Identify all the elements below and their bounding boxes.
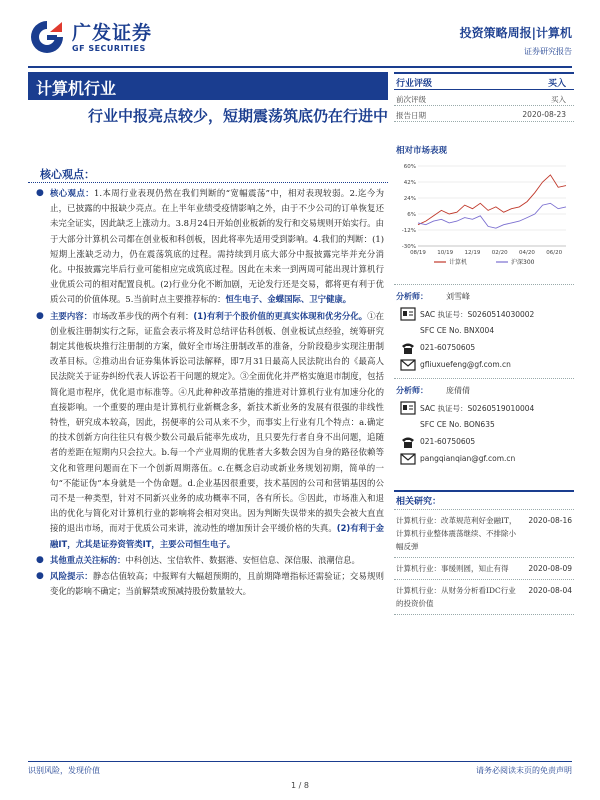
id-card-icon <box>400 401 416 415</box>
paragraph-highlight-2: (2)有利于金融IT，尤其是证券资管类IT，主要公司恒生电子。 <box>50 523 385 549</box>
analyst-sfc-row <box>394 417 574 434</box>
y-tick-label: -30% <box>401 244 416 250</box>
analyst-sfc: SFC CE No. BNX004 <box>420 326 495 335</box>
x-tick-label: 02/20 <box>491 250 508 256</box>
rating-header <box>394 72 574 90</box>
footer-divider <box>28 761 572 762</box>
paragraph-highlight: 恒生电子、金蝶国际、卫宁健康。 <box>225 294 352 305</box>
core-views-divider <box>28 182 388 183</box>
y-tick-label: 60% <box>403 164 416 170</box>
paragraph-highlight: (1)有利于个股价值的更真实体现和优劣分化。 <box>193 310 368 321</box>
analyst-sac-row <box>394 400 574 417</box>
paragraph-text: 市场改革步伐的两个有利： <box>92 310 194 321</box>
email-icon <box>400 358 416 372</box>
x-tick-label: 04/20 <box>518 250 535 256</box>
paragraph-lead: 核心观点： <box>50 188 95 198</box>
gf-logo-icon <box>28 18 66 56</box>
related-research-title: 相关研究： <box>394 490 574 510</box>
analyst-1 <box>394 284 574 374</box>
previous-rating-value: 买入 <box>551 95 566 104</box>
paragraph-core <box>36 186 384 308</box>
paragraph-other-stocks <box>36 553 384 568</box>
analyst-phone: 021-60750605 <box>420 437 476 446</box>
x-tick-label: 08/19 <box>410 250 426 256</box>
analyst-name: 刘雪峰 <box>446 292 470 301</box>
bullet-icon: ● <box>36 554 44 565</box>
analyst-email[interactable]: pangqianqian@gf.com.cn <box>420 454 516 463</box>
report-headline: 行业中报亮点较少，短期震荡筑底仍在行进中 <box>87 107 388 125</box>
x-tick-label: 10/19 <box>437 250 454 256</box>
y-tick-label: 6% <box>407 212 416 218</box>
y-tick-label: -12% <box>401 228 416 234</box>
related-item-date: 2020-08-16 <box>528 516 572 525</box>
analyst-2 <box>394 378 574 468</box>
analyst-phone: 021-60750605 <box>420 343 476 352</box>
phone-icon <box>400 341 416 355</box>
analyst-name: 庞倩倩 <box>446 386 470 395</box>
chart-svg <box>394 160 574 272</box>
series-line-1 <box>418 203 566 228</box>
industry-banner <box>28 72 388 100</box>
analyst-phone-row <box>394 340 574 357</box>
related-item-text[interactable]: 计算机行业：改革规范利好金融IT，计算机行业整体震荡继续、不排除小幅反弹 <box>396 516 517 551</box>
phone-icon <box>400 435 416 449</box>
paragraph-lead: 其他重点关注标的： <box>50 554 126 565</box>
analyst-email[interactable]: gfliuxuefeng@gf.com.cn <box>420 360 511 369</box>
related-item[interactable] <box>394 510 574 558</box>
logo-english-name: GF SECURITIES <box>72 44 146 53</box>
paragraph-text: 静态估值较高；中报辉有大幅超预期的，且前期降增指标还需验证；交易规则变化的影响不确定；当前解禁或预减持股份数量较大。 <box>50 571 385 597</box>
gf-logo <box>28 18 198 58</box>
analyst-sfc-row <box>394 323 574 340</box>
core-views-title: 核心观点： <box>40 168 95 181</box>
analyst-email-row[interactable] <box>394 451 574 468</box>
legend-label: 沪深300 <box>511 259 535 266</box>
x-tick-label: 06/20 <box>546 250 563 256</box>
header-divider <box>28 66 572 68</box>
related-item[interactable] <box>394 580 574 615</box>
report-date-row <box>394 106 574 122</box>
related-item-text[interactable]: 计算机行业：从财务分析看IDC行业的投资价值 <box>396 586 516 608</box>
paragraph-text-continued: ①在创业板注册制实行之际，证监会表示将及时总结评估科创板、创业板试点经验，统筹研究制定其他板块推行注册制的方案，做好全市场注册制改革的准备，分阶段稳步实现注册制改革目标。②推动出台证券集体诉讼司法解释，即7月31日最高人民法院出台的《最高人民法院关于证券纠纷代表人诉讼若干问题的规定》。③全面优化并严格实施退市制度，包括简化退市程序，优化退市标准等。④凡此种种改革措施的推进对计算机行业有加速分化的直接影响。一个重要的理由是计算机行业新概念多，新技术新业务的发展有很强的非线性特性，研究成本较高，因此，拐便率的公司从来不少，而事实上行业有几个特点：a.确定的技术创新方向往往只有极少数公司最后能率先成功，且只要先行者自身不出问题，追随者的差距在短期内只会拉大。b.每一个产业周期的优胜者大多数会因为自身的路径依赖等文化和管理问题而在下一个创新周期落伍。c.在概念启动或新业务规划初期，简单的一句“不能证伪”本身就是一个伪命题。d.企业基因很重要，技术基因的公司和营销基因的公司不是一种类型，针对不同新兴业务的成功概率不同，各有所长。⑤因此，市场准入和退出的优化与简化对计算机行业的影响将会相对突出。因为判断失误带来的损失会被大直直接的退出市场，而对于优质公司来讲，流动性的增加预计会平缓价格的失真。 <box>50 310 385 534</box>
analyst-phone-row <box>394 434 574 451</box>
paragraph-text: 1.本周行业表现仍然在我们判断的“宽幅震荡”中，相对表现较弱。2.迄今为止，已披露的中报缺少亮点。在上半年业绩受疫情影响之外，由于不少公司的订单恢复还未完全证实，因此缺乏上涨动力。3.8月24日开始创业板新的发行和交易规则开始实行。由于大部分计算机公司都在创业板和科创板，因此将率先适用受到影响。4.我们的判断：(1)短期上涨缺乏动力，仍在震荡筑底的过程。需持续到月底大部分中报披露完毕并充分消化。中报披露完毕后行业可能相应完成筑底过程。因此在未来一到两周可能出现计算机行业优质公司的相对配置良机。(2)行业分化不断加剧，无论发行还是交易，都将更有利于优质公司的价值体现。5.当前时点主要推荐标的： <box>50 188 385 305</box>
paragraph-lead: 主要内容： <box>50 310 93 321</box>
related-item-date: 2020-08-04 <box>528 586 572 595</box>
email-icon <box>400 452 416 466</box>
report-header <box>28 14 572 64</box>
paragraph-lead: 风险提示： <box>50 571 93 582</box>
industry-name: 计算机行业 <box>36 79 117 98</box>
y-tick-label: 42% <box>403 180 416 186</box>
rating-label: 行业评级 <box>396 79 433 89</box>
report-date-value: 2020-08-23 <box>522 110 566 119</box>
bullet-icon: ● <box>36 310 44 321</box>
sidebar <box>394 72 574 468</box>
analyst-email-row[interactable] <box>394 357 574 374</box>
analyst-sac: SAC 执证号：S0260519010004 <box>420 404 535 413</box>
related-item[interactable] <box>394 558 574 580</box>
id-card-icon <box>400 307 416 321</box>
logo-chinese-name: 广发证券 <box>72 22 153 44</box>
main-body <box>36 186 384 600</box>
report-date-label: 报告日期 <box>396 111 426 120</box>
page-number: 1 / 8 <box>291 781 309 790</box>
bullet-icon: ● <box>36 188 44 198</box>
legend-label: 计算机 <box>449 259 468 266</box>
bullet-icon: ● <box>36 571 44 582</box>
report-subtitle: 证券研究报告 <box>524 47 572 56</box>
analyst-sfc: SFC CE No. BON635 <box>420 420 495 429</box>
analyst-name-row <box>394 378 574 400</box>
rating-value: 买入 <box>547 79 566 89</box>
paragraph-risk <box>36 569 384 599</box>
related-research <box>394 490 574 615</box>
paragraph-text: 中科创达、宝信软件、数据港、安恒信息、深信服、浪潮信息。 <box>125 554 360 565</box>
analyst-sac-row <box>394 306 574 323</box>
y-tick-label: 24% <box>403 196 416 202</box>
footer-slogan: 识别风险，发现价值 <box>28 766 100 775</box>
relative-performance-chart <box>394 160 574 272</box>
chart-title: 相对市场表现 <box>396 146 448 156</box>
analyst-name-row <box>394 284 574 306</box>
previous-rating-label: 前次评级 <box>396 95 426 104</box>
x-tick-label: 12/19 <box>464 250 481 256</box>
series-line-0 <box>418 175 566 225</box>
related-item-text[interactable]: 计算机行业：事缓则圆，知止有得 <box>396 564 509 573</box>
analyst-label: 分析师： <box>396 292 428 301</box>
analyst-sac: SAC 执证号：S0260514030002 <box>420 310 535 319</box>
footer-disclaimer: 请务必阅读末页的免责声明 <box>476 766 572 775</box>
related-item-date: 2020-08-09 <box>528 564 572 573</box>
report-type: 投资策略周报|计算机 <box>459 26 572 40</box>
paragraph-main-content <box>36 309 384 552</box>
analyst-label: 分析师： <box>396 386 428 395</box>
previous-rating-row <box>394 90 574 106</box>
